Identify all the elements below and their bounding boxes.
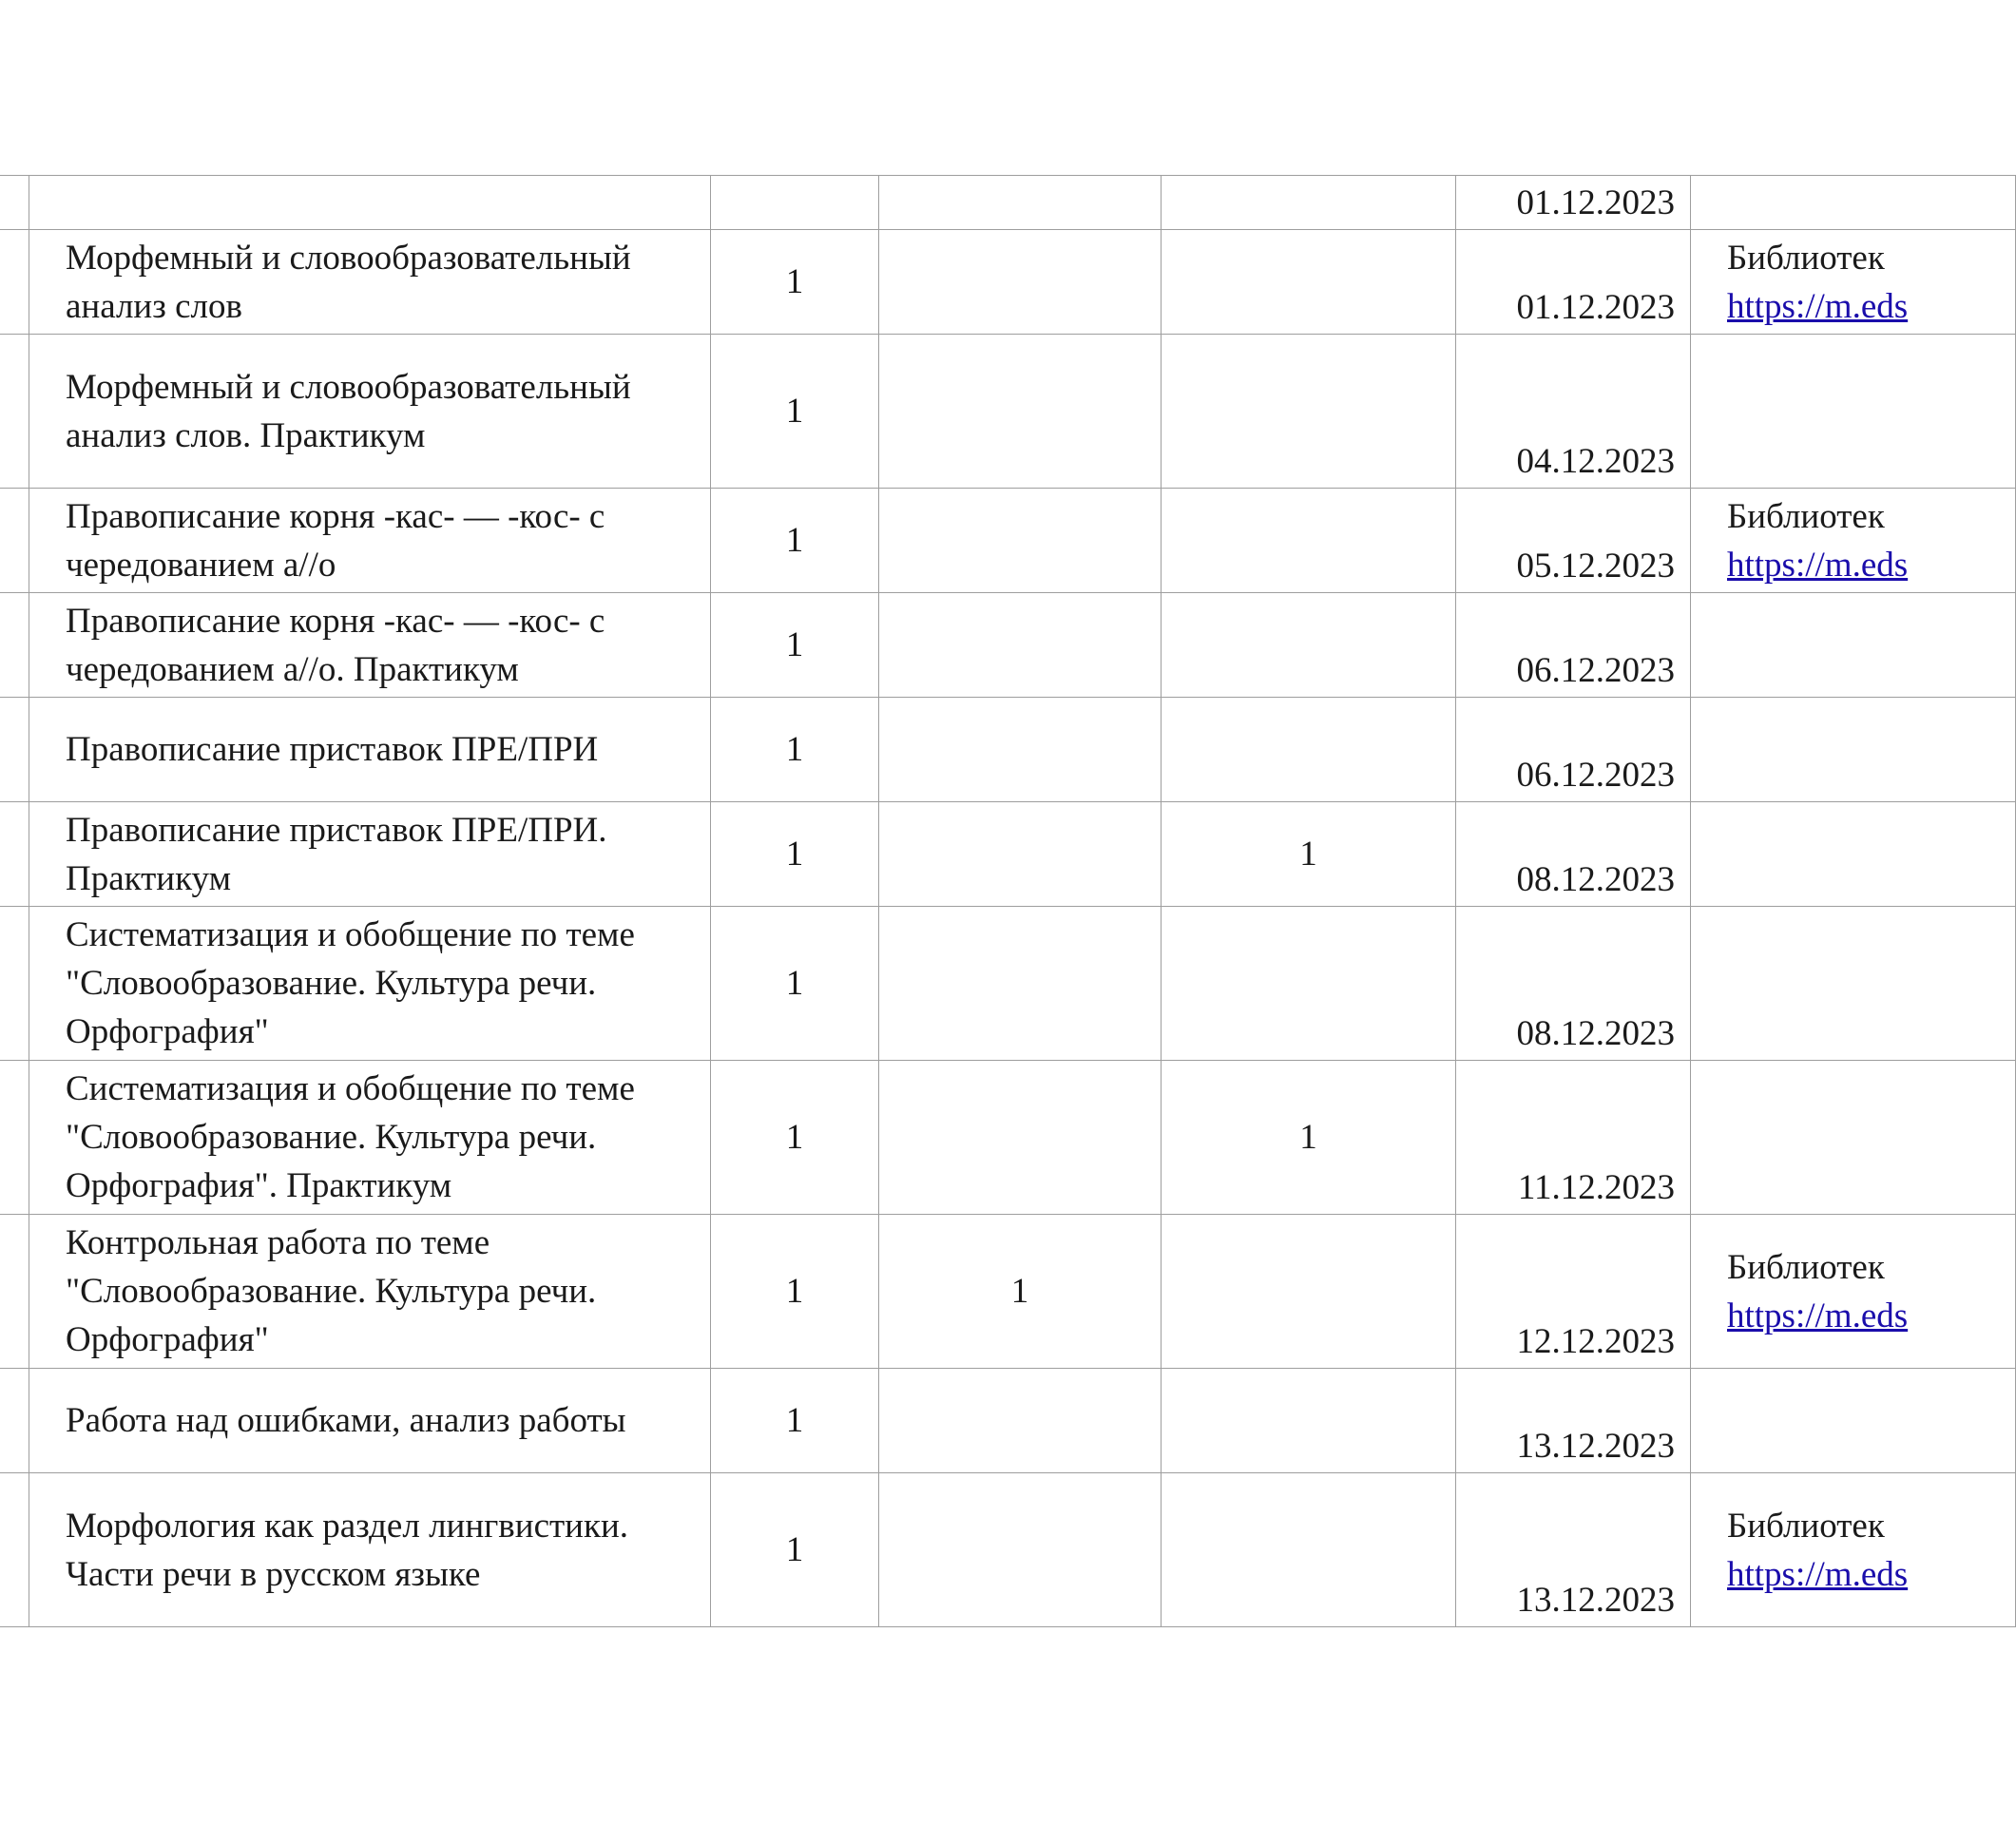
lesson-topic-cell: Систематизация и обобщение по теме "Словообразование. Культура речи. Орфография". Практикум (29, 1061, 711, 1215)
practical-works-cell (1162, 698, 1456, 802)
hours-total-cell: 1 (711, 489, 879, 593)
control-works-cell (879, 1061, 1162, 1215)
hours-total-cell: 1 (711, 1473, 879, 1627)
hours-total-cell: 1 (711, 907, 879, 1061)
lesson-date-cell: 04.12.2023 (1456, 335, 1691, 489)
control-works-cell (879, 1473, 1162, 1627)
lesson-date-cell: 01.12.2023 (1456, 230, 1691, 335)
row-number-cell (0, 335, 29, 489)
control-works-cell (879, 489, 1162, 593)
row-number-cell (0, 698, 29, 802)
hours-total-cell: 1 (711, 802, 879, 907)
lesson-date-cell: 05.12.2023 (1456, 489, 1691, 593)
digital-resource-cell (1691, 698, 2016, 802)
lesson-date-cell: 08.12.2023 (1456, 802, 1691, 907)
lesson-topic-cell: Морфемный и словообразовательный анализ слов. Практикум (29, 335, 711, 489)
digital-resource-cell (1691, 1473, 2016, 1627)
practical-works-cell (1162, 489, 1456, 593)
lesson-date-cell: 13.12.2023 (1456, 1473, 1691, 1627)
lesson-date-cell: 08.12.2023 (1456, 907, 1691, 1061)
practical-works-cell: 1 (1162, 1061, 1456, 1215)
control-works-cell: 1 (879, 1215, 1162, 1369)
resource-link[interactable]: https://m.eds (1727, 286, 1909, 326)
lesson-topic-cell: Правописание корня -кас- — -кос- с чередованием а//о. Практикум (29, 593, 711, 698)
table-row (0, 335, 2016, 489)
lesson-plan-table (0, 175, 2016, 1627)
lesson-date-cell: 01.12.2023 (1456, 176, 1691, 230)
practical-works-cell (1162, 230, 1456, 335)
lesson-topic-cell: Правописание приставок ПРЕ/ПРИ. Практикум (29, 802, 711, 907)
row-number-cell (0, 593, 29, 698)
table-row (0, 176, 2016, 230)
table-row (0, 1369, 2016, 1473)
row-number-cell (0, 1473, 29, 1627)
practical-works-cell (1162, 907, 1456, 1061)
lesson-topic-cell: Морфология как раздел лингвистики. Части речи в русском языке (29, 1473, 711, 1627)
digital-resource-cell (1691, 1061, 2016, 1215)
lesson-date-cell: 13.12.2023 (1456, 1369, 1691, 1473)
digital-resource-cell (1691, 802, 2016, 907)
lesson-date-cell: 11.12.2023 (1456, 1061, 1691, 1215)
table-row (0, 1215, 2016, 1369)
digital-resource-cell (1691, 593, 2016, 698)
lesson-date-cell: 12.12.2023 (1456, 1215, 1691, 1369)
lesson-plan-body (0, 176, 2016, 1627)
practical-works-cell (1162, 335, 1456, 489)
table-row (0, 698, 2016, 802)
practical-works-cell (1162, 176, 1456, 230)
hours-total-cell: 1 (711, 593, 879, 698)
hours-total-cell: 1 (711, 1369, 879, 1473)
lesson-topic-cell: Правописание корня -кас- — -кос- с чередованием а//о (29, 489, 711, 593)
resource-library-label: Библиотек (1727, 1247, 1885, 1287)
control-works-cell (879, 1369, 1162, 1473)
resource-link[interactable]: https://m.eds (1727, 1554, 1909, 1594)
practical-works-cell (1162, 1473, 1456, 1627)
digital-resource-cell (1691, 1215, 2016, 1369)
row-number-cell (0, 907, 29, 1061)
practical-works-cell: 1 (1162, 802, 1456, 907)
table-row (0, 1473, 2016, 1627)
hours-total-cell: 1 (711, 335, 879, 489)
table-row (0, 593, 2016, 698)
practical-works-cell (1162, 1215, 1456, 1369)
hours-total-cell: 1 (711, 1061, 879, 1215)
lesson-topic-cell: Правописание приставок ПРЕ/ПРИ (29, 698, 711, 802)
lesson-date-cell: 06.12.2023 (1456, 698, 1691, 802)
control-works-cell (879, 230, 1162, 335)
table-row (0, 230, 2016, 335)
resource-library-label: Библиотек (1727, 1506, 1885, 1546)
digital-resource-cell (1691, 335, 2016, 489)
digital-resource-cell (1691, 1369, 2016, 1473)
row-number-cell (0, 1061, 29, 1215)
row-number-cell (0, 230, 29, 335)
resource-link[interactable]: https://m.eds (1727, 1296, 1909, 1335)
row-number-cell (0, 1369, 29, 1473)
hours-total-cell (711, 176, 879, 230)
digital-resource-cell (1691, 230, 2016, 335)
row-number-cell (0, 802, 29, 907)
digital-resource-cell (1691, 176, 2016, 230)
hours-total-cell: 1 (711, 1215, 879, 1369)
resource-link[interactable]: https://m.eds (1727, 545, 1909, 585)
control-works-cell (879, 802, 1162, 907)
row-number-cell (0, 1215, 29, 1369)
control-works-cell (879, 907, 1162, 1061)
lesson-topic-cell: Работа над ошибками, анализ работы (29, 1369, 711, 1473)
control-works-cell (879, 176, 1162, 230)
digital-resource-cell (1691, 489, 2016, 593)
practical-works-cell (1162, 1369, 1456, 1473)
table-row (0, 1061, 2016, 1215)
hours-total-cell: 1 (711, 230, 879, 335)
control-works-cell (879, 593, 1162, 698)
lesson-date-cell: 06.12.2023 (1456, 593, 1691, 698)
table-row (0, 907, 2016, 1061)
control-works-cell (879, 698, 1162, 802)
lesson-topic-cell: Систематизация и обобщение по теме "Словообразование. Культура речи. Орфография" (29, 907, 711, 1061)
lesson-topic-cell: Контрольная работа по теме "Словообразование. Культура речи. Орфография" (29, 1215, 711, 1369)
table-row (0, 802, 2016, 907)
table-row (0, 489, 2016, 593)
row-number-cell (0, 489, 29, 593)
lesson-topic-cell: Морфемный и словообразовательный анализ слов (29, 230, 711, 335)
resource-library-label: Библиотек (1727, 496, 1885, 536)
lesson-topic-cell (29, 176, 711, 230)
digital-resource-cell (1691, 907, 2016, 1061)
row-number-cell (0, 176, 29, 230)
control-works-cell (879, 335, 1162, 489)
hours-total-cell: 1 (711, 698, 879, 802)
practical-works-cell (1162, 593, 1456, 698)
resource-library-label: Библиотек (1727, 238, 1885, 278)
